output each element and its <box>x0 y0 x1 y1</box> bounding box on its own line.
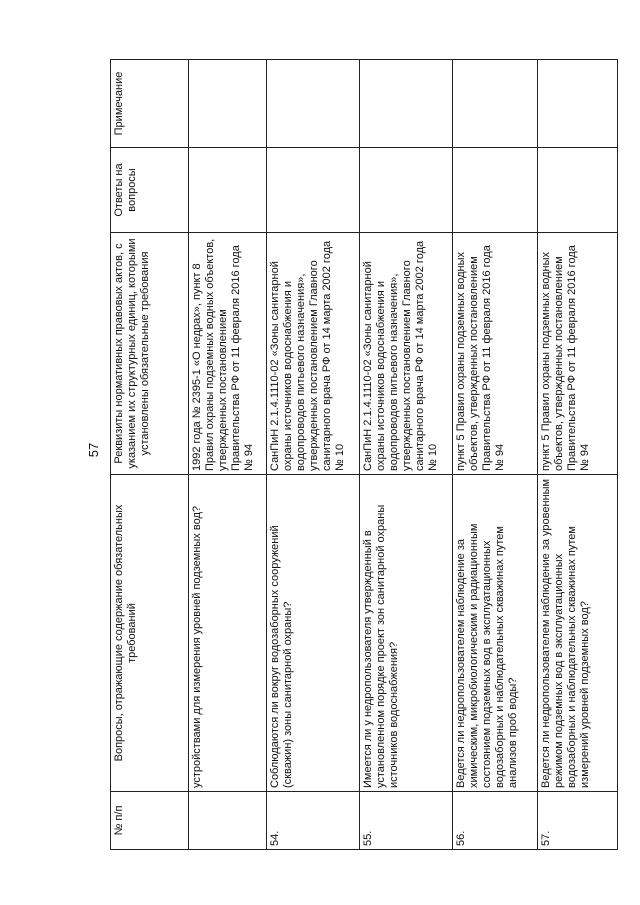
row-answer-cell[interactable] <box>453 148 538 233</box>
header-num: № п/п <box>111 792 189 850</box>
table-row <box>360 60 453 850</box>
row-num <box>189 792 267 850</box>
row-answer-cell[interactable] <box>267 148 360 233</box>
row-requisites: 1992 года № 2395-1 «О недрах», пункт 8 Правил охраны подземных водных объектов, утвержденных постановлением Правительства РФ от 11 февраля 2016 года № 94 <box>189 233 267 475</box>
row-question: Соблюдаются ли вокруг водозаборных сооружений (скважин) зоны санитарной охраны? <box>267 475 360 792</box>
row-question: устройствами для измерения уровней подземных вод? <box>189 475 267 792</box>
row-question: Ведется ли недропользователем наблюдение за уровенным режимом подземных вод в эксплуатационных водозаборных и наблюдательных скважинах путем измерений уровней подземных вод? <box>538 475 618 792</box>
row-num: 55. <box>360 792 453 850</box>
row-answer-cell[interactable] <box>538 148 618 233</box>
row-requisites: СанПиН 2.1.4.1110-02 «Зоны санитарной охраны источников водоснабжения и водопроводов питьевого назначения», утвержденных постановлением Главного санитарного врача РФ от 14 марта 2002 года № 10 <box>267 233 360 475</box>
row-answer-cell[interactable] <box>189 148 267 233</box>
row-answer-cell[interactable] <box>360 148 453 233</box>
table-row <box>538 60 618 850</box>
row-num: 57. <box>538 792 618 850</box>
row-question: Имеется ли у недропользователя утвержденный в установленном порядке проект зон санитарной охраны источников водоснабжения? <box>360 475 453 792</box>
header-answers: Ответы на вопросы <box>111 148 189 233</box>
page-number: 57 <box>86 442 101 458</box>
row-note-cell[interactable] <box>267 60 360 148</box>
header-requisites: Реквизиты нормативных правовых актов, с указанием их структурных единиц, которыми установлены обязательные требования <box>111 233 189 475</box>
header-note: Примечание <box>111 60 189 148</box>
rotated-table-container <box>110 60 604 850</box>
row-num: 54. <box>267 792 360 850</box>
table-row <box>189 60 267 850</box>
row-requisites: СанПиН 2.1.4.1110-02 «Зоны санитарной охраны источников водоснабжения и водопроводов питьевого назначения», утвержденных постановлением Главного санитарного врача РФ от 14 марта 2002 года № 10 <box>360 233 453 475</box>
row-requisites: пункт 5 Правил охраны подземных водных объектов, утвержденных постановлением Правительства РФ от 11 февраля 2016 года № 94 <box>538 233 618 475</box>
table-header-row <box>111 60 189 850</box>
table-row <box>453 60 538 850</box>
header-question: Вопросы, отражающие содержание обязательных требований <box>111 475 189 792</box>
table-row <box>267 60 360 850</box>
row-requisites: пункт 5 Правил охраны подземных водных объектов, утвержденных постановлением Правительства РФ от 11 февраля 2016 года № 94 <box>453 233 538 475</box>
row-note-cell[interactable] <box>360 60 453 148</box>
row-note-cell[interactable] <box>189 60 267 148</box>
row-note-cell[interactable] <box>538 60 618 148</box>
row-note-cell[interactable] <box>453 60 538 148</box>
requirements-table <box>110 59 618 850</box>
row-num: 56. <box>453 792 538 850</box>
row-question: Ведется ли недропользователем наблюдение за химическим, микробиологическим и радиационным состоянием подземных вод в эксплуатационных водозаборных и наблюдательных скважинах путем анализов проб воды? <box>453 475 538 792</box>
